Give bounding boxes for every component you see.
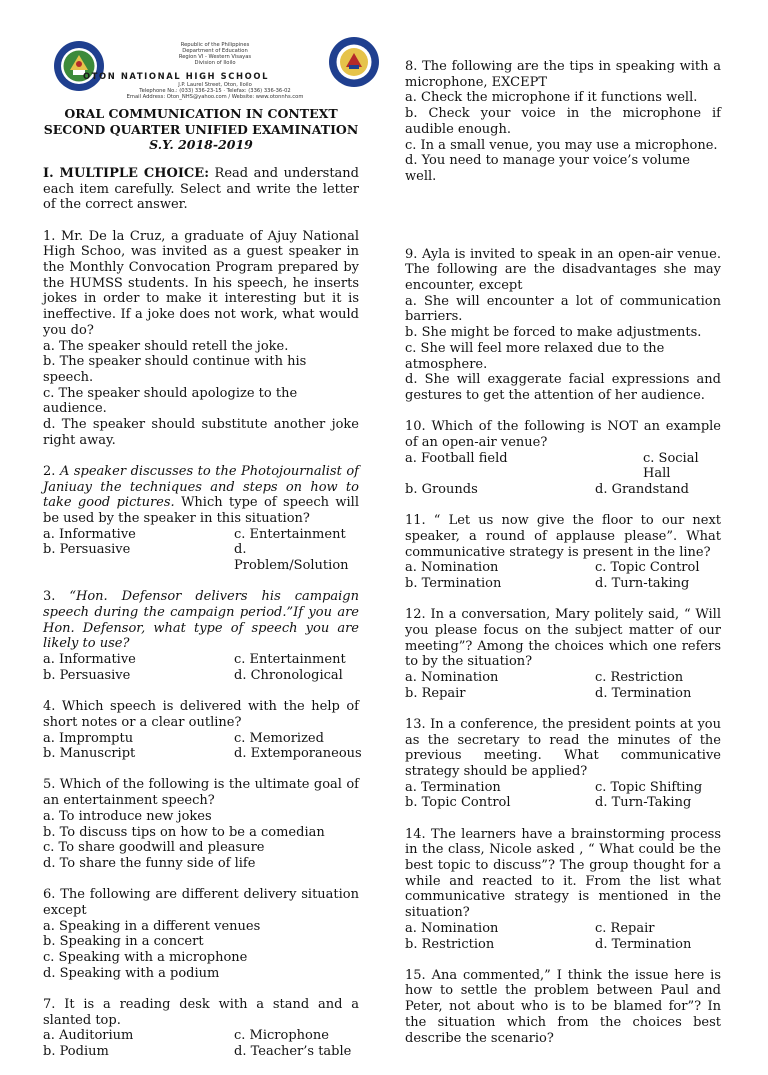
option-a: a. Informative xyxy=(43,652,136,668)
option-c: c. In a small venue, you may use a microphone. xyxy=(405,137,718,153)
question-stem: 11. “ Let us now give the floor to our next speaker, a round of applause please”. What communicative strategy is present in the line? xyxy=(405,513,721,560)
options-grid xyxy=(43,730,362,762)
header-region: Region VI - Western Visayas xyxy=(178,54,252,60)
options-grid xyxy=(405,560,721,591)
question-7 xyxy=(43,997,359,1060)
options-grid xyxy=(405,451,721,482)
option-b: b. Speaking in a concert xyxy=(43,934,204,950)
header-address: J.P. Laurel Street, Oton, Iloilo xyxy=(178,82,252,88)
option-a: a. Nomination xyxy=(405,560,499,576)
option-d: d. To share the funny side of life xyxy=(43,855,256,871)
option-b: b. Repair xyxy=(405,685,466,701)
question-8 xyxy=(405,59,721,185)
option-a: a. Nomination xyxy=(405,920,499,936)
question-stem: 4. Which speech is delivered with the help of short notes or a clear outline? xyxy=(43,699,359,730)
option-d: d. Termination xyxy=(595,936,692,952)
header-telephone: Telephone No.: (033) 336-23-15 · Telefax: (336) 336-36-02 xyxy=(139,88,291,94)
question-stem: 6. The following are different delivery situation except xyxy=(43,887,359,918)
option-b: b. Persuasive xyxy=(43,542,131,558)
header-division: Division of Iloilo xyxy=(194,60,236,66)
option-a: a. Check the microphone if it functions well. xyxy=(405,90,698,106)
option-a: a. Speaking in a different venues xyxy=(43,918,261,934)
instructions xyxy=(43,166,359,213)
option-a: a. The speaker should retell the joke. xyxy=(43,338,289,354)
options-grid xyxy=(43,527,359,574)
options-grid xyxy=(43,1028,359,1059)
options-grid xyxy=(405,482,721,498)
question-stem: 9. Ayla is invited to speak in an open-air venue. The following are the disadvantages she may encounter, except xyxy=(405,246,721,294)
option-c: c. Repair xyxy=(595,920,655,936)
question-number: 2. xyxy=(43,463,60,479)
option-b: b. She might be forced to make adjustments. xyxy=(405,325,702,341)
question-5 xyxy=(43,777,359,871)
question-stem: 5. Which of the following is the ultimate goal of an entertainment speech? xyxy=(43,777,359,809)
option-c: c. Topic Shifting xyxy=(595,779,703,795)
question-stem: 14. The learners have a brainstorming process in the class, Nicole asked , “ What could be the best topic to discuss”? The group thought for a while and reacted to it. From the list what communicative strategy is mentioned in the situation? xyxy=(405,826,721,921)
option-b: b. Manuscript xyxy=(43,746,136,762)
section-instruction: Read and understand each item carefully. Select and write the letter of the correct answer. xyxy=(43,166,359,213)
option-d: d. Extemporaneous xyxy=(234,746,362,762)
option-a: a. Nomination xyxy=(405,670,499,685)
option-b: b. Grounds xyxy=(405,481,478,497)
question-15 xyxy=(405,968,721,1047)
question-stem: 13. In a conference, the president points at you as the secretary to read the minutes of the previous meeting. What communicative strategy should be applied? xyxy=(405,716,721,780)
question-stem xyxy=(43,464,359,527)
question-4 xyxy=(43,699,362,762)
option-c: c. Topic Control xyxy=(595,560,700,576)
exam-title xyxy=(43,106,359,153)
options-grid xyxy=(405,780,721,811)
option-b: b. Termination xyxy=(405,575,502,591)
header-department: Department of Education xyxy=(182,48,248,54)
question-scenario: A speaker discusses to the Photojournalist of Janiuay the techniques and steps on how to take good pictures. xyxy=(43,463,359,511)
exam-quarter: SECOND QUARTER UNIFIED EXAMINATION xyxy=(43,121,359,137)
option-b: b. Persuasive xyxy=(43,667,131,683)
option-a: a. Football field xyxy=(405,450,508,466)
question-stem: 12. In a conversation, Mary politely said, “ Will you please focus on the subject matter of our meeting”? Among the choices which one refers to by the situation? xyxy=(405,607,721,670)
question-prompt: Which type of speech will be used by the speaker in this situation? xyxy=(43,495,359,527)
question-13 xyxy=(405,717,721,811)
question-stem: 15. Ana commented,” I think the issue here is how to settle the problem between Paul and Peter, not about who is to be blamed for”? In the situation which from the choices best describe the scenario? xyxy=(405,967,721,1046)
options-grid xyxy=(405,670,721,701)
question-14 xyxy=(405,827,721,953)
option-d: d. Termination xyxy=(595,685,692,701)
header-email: Email Address: Oton_NHS@yahoo.com / Website: www.otonnhs.com xyxy=(126,94,304,100)
option-b: b. Check your voice in the microphone if audible enough. xyxy=(405,106,721,137)
option-d: d. Turn-taking xyxy=(595,575,690,591)
school-name: OTON NATIONAL HIGH SCHOOL xyxy=(82,71,270,81)
option-c: c. Entertainment xyxy=(234,526,346,542)
left-column xyxy=(43,166,362,1075)
right-column xyxy=(405,59,721,1062)
option-a: a. She will encounter a lot of communication barriers. xyxy=(405,293,721,325)
option-d: d. She will exaggerate facial expressions and gestures to get the attention of her audience. xyxy=(405,372,721,403)
question-number: 3. xyxy=(43,589,70,605)
letterhead xyxy=(43,36,359,100)
option-c: c. To share goodwill and pleasure xyxy=(43,840,265,856)
school-year: S.Y. 2018-2019 xyxy=(149,137,253,152)
option-d: d. Chronological xyxy=(234,667,343,683)
options-grid xyxy=(43,652,359,683)
question-scenario: “Hon. Defensor delivers his campaign speech during the campaign period.”If you are Hon. Defensor, what type of speech you are likely to use? xyxy=(43,589,359,652)
option-c: c. Social Hall xyxy=(643,450,699,482)
option-d: d. The speaker should substitute another joke right away. xyxy=(43,417,359,448)
section-heading: I. MULTIPLE CHOICE: xyxy=(43,166,209,181)
question-6 xyxy=(43,887,359,981)
option-d: d. Grandstand xyxy=(595,481,689,497)
question-stem: 10. Which of the following is NOT an example of an open-air venue? xyxy=(405,419,721,450)
exam-subject: ORAL COMMUNICATION IN CONTEXT xyxy=(64,106,338,121)
question-3 xyxy=(43,589,359,683)
question-1 xyxy=(43,229,359,449)
option-d: d. Problem/Solution xyxy=(234,542,349,574)
option-c: c. She will feel more relaxed due to the atmosphere. xyxy=(405,340,665,372)
option-b: b. Topic Control xyxy=(405,795,511,811)
question-9 xyxy=(405,247,721,404)
question-stem: 7. It is a reading desk with a stand and a slanted top. xyxy=(43,996,359,1028)
question-stem: 1. Mr. De la Cruz, a graduate of Ajuy National High Schoo, was invited as a guest speaker in the Monthly Convocation Program prepared by the HUMSS students. In his speech, he inserts jokes in order to make it interesting but it is ineffective. If a joke does not work, what would you do? xyxy=(43,228,359,338)
option-a: a. Impromptu xyxy=(43,730,134,746)
option-a: a. Auditorium xyxy=(43,1028,134,1044)
option-d: d. Speaking with a podium xyxy=(43,965,220,981)
option-d: d. Teacher’s table xyxy=(234,1043,352,1059)
option-a: a. To introduce new jokes xyxy=(43,808,212,824)
option-d: d. Turn-Taking xyxy=(595,795,692,811)
question-10 xyxy=(405,419,721,498)
question-stem xyxy=(43,589,359,652)
header-republic: Republic of the Philippines xyxy=(180,42,250,48)
option-c: c. Entertainment xyxy=(234,652,346,668)
option-c: c. Speaking with a microphone xyxy=(43,949,248,965)
question-11 xyxy=(405,513,721,592)
option-d: d. You need to manage your voice’s volume well. xyxy=(405,153,690,184)
option-b: b. Restriction xyxy=(405,936,495,952)
option-a: a. Termination xyxy=(405,779,501,795)
option-b: b. Podium xyxy=(43,1043,109,1059)
options-grid xyxy=(405,921,721,952)
option-c: c. The speaker should apologize to the audience. xyxy=(43,385,298,417)
option-a: a. Informative xyxy=(43,526,136,542)
option-b: b. The speaker should continue with his speech. xyxy=(43,354,307,385)
question-2 xyxy=(43,464,359,574)
option-b: b. To discuss tips on how to be a comedian xyxy=(43,824,325,840)
option-c: c. Microphone xyxy=(234,1028,329,1044)
option-c: c. Restriction xyxy=(595,670,684,685)
option-c: c. Memorized xyxy=(234,730,324,746)
deped-seal-logo xyxy=(328,36,380,88)
school-seal-logo xyxy=(53,40,105,92)
question-stem: 8. The following are the tips in speaking with a microphone, EXCEPT xyxy=(405,59,721,90)
question-12 xyxy=(405,607,721,701)
